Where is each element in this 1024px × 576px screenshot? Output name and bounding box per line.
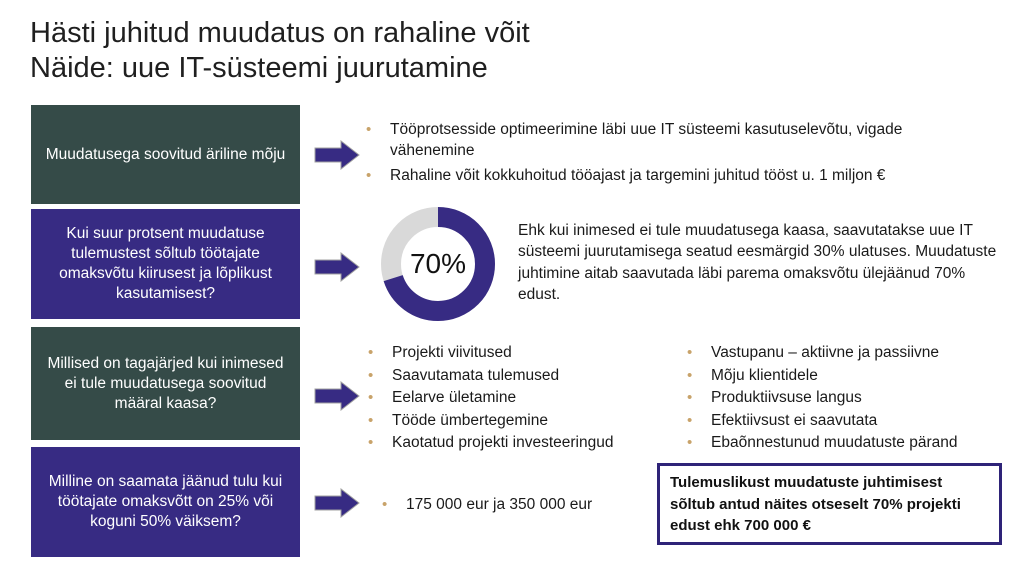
adoption-explanation: Ehk kui inimesed ei tule muudatusega kaasa, saavutatakse uue IT süsteemi juurutamisega seatud eesmärgid 30% ulatuses. Muudatuste juhtimine aitab saavutada läbi parema omaksvõtu ülejäänud 70% edust.	[518, 222, 997, 303]
bullet-icon: •	[368, 434, 374, 452]
bullet-icon: •	[687, 366, 693, 384]
consequences-question-box: Millised on tagajärjed kui inimesed ei tule muudatusega soovitud määral kaasa?	[31, 327, 300, 440]
list-item	[366, 387, 666, 410]
bullet-icon: •	[368, 366, 374, 384]
list-item-text: Saavutamata tulemused	[392, 366, 560, 384]
list-item	[366, 342, 666, 365]
bullet-icon: •	[368, 389, 374, 407]
list-item-text: 175 000 eur ja 350 000 eur	[406, 496, 593, 513]
list-item-text: Produktiivsuse langus	[711, 389, 862, 407]
bullet-icon: •	[687, 344, 693, 361]
list-item	[366, 410, 666, 433]
business-impact-box: Muudatusega soovitud äriline mõju	[31, 105, 300, 204]
list-item	[380, 494, 640, 515]
list-item	[685, 365, 1005, 388]
bullet-icon: •	[366, 167, 372, 184]
list-item	[685, 387, 1005, 410]
bullet-icon: •	[382, 496, 388, 513]
consequences-list-right	[685, 342, 1005, 455]
title-line-2: Näide: uue IT-süsteemi juurutamine	[30, 52, 488, 84]
list-item-text: Eelarve ületamine	[392, 389, 517, 407]
list-item	[366, 365, 666, 388]
donut-value-label: 70%	[409, 248, 467, 279]
list-item-text: Efektiivsust ei saavutata	[711, 411, 878, 429]
list-item-text: Ebaõnnestunud muudatuste pärand	[711, 434, 958, 452]
list-item	[364, 165, 984, 186]
list-item-text: Tööprotsesside optimeerimine läbi uue IT süsteemi kasutuselevõtu, vigade vähenemine	[390, 121, 903, 159]
right-arrow-icon	[314, 252, 360, 282]
list-item-text: Projekti viivitused	[392, 344, 512, 361]
right-arrow-icon	[314, 488, 360, 518]
right-arrow-icon	[314, 381, 360, 411]
list-item-text: Tööde ümbertegemine	[392, 411, 548, 429]
lost-revenue-list	[380, 494, 640, 515]
list-item	[366, 432, 666, 455]
list-item-text: Mõju klientidele	[711, 366, 818, 384]
consequences-list-left	[366, 342, 666, 455]
bullet-icon: •	[368, 411, 374, 429]
list-item-text: Kaotatud projekti investeeringud	[392, 434, 614, 452]
bullet-icon: •	[687, 389, 693, 407]
bullet-icon: •	[366, 121, 372, 138]
list-item	[685, 432, 1005, 455]
right-arrow-icon	[314, 140, 360, 170]
bullet-icon: •	[368, 344, 374, 361]
title-line-1: Hästi juhitud muudatus on rahaline võit	[30, 17, 530, 49]
list-item-text: Rahaline võit kokkuhoitud tööajast ja targemini juhitud tööst u. 1 miljon €	[390, 167, 886, 184]
bullet-icon: •	[687, 411, 693, 429]
list-item	[364, 119, 984, 161]
bullet-icon: •	[687, 434, 693, 452]
list-item-text: Vastupanu – aktiivne ja passiivne	[711, 344, 940, 361]
list-item	[685, 342, 1005, 365]
business-impact-list	[364, 119, 984, 190]
slide-title	[30, 16, 530, 86]
adoption-question-box: Kui suur protsent muudatuse tulemustest sõltub töötajate omaksvõtu kiirusest ja lõplikust kasutamisest?	[31, 209, 300, 319]
conclusion-callout: Tulemuslikust muudatuste juhtimisest sõltub antud näites otseselt 70% projekti edust ehk 700 000 €	[657, 463, 1002, 545]
lost-revenue-question-box: Milline on saamata jäänud tulu kui töötajate omaksvõtt on 25% või koguni 50% väiksem?	[31, 447, 300, 557]
list-item	[685, 410, 1005, 433]
